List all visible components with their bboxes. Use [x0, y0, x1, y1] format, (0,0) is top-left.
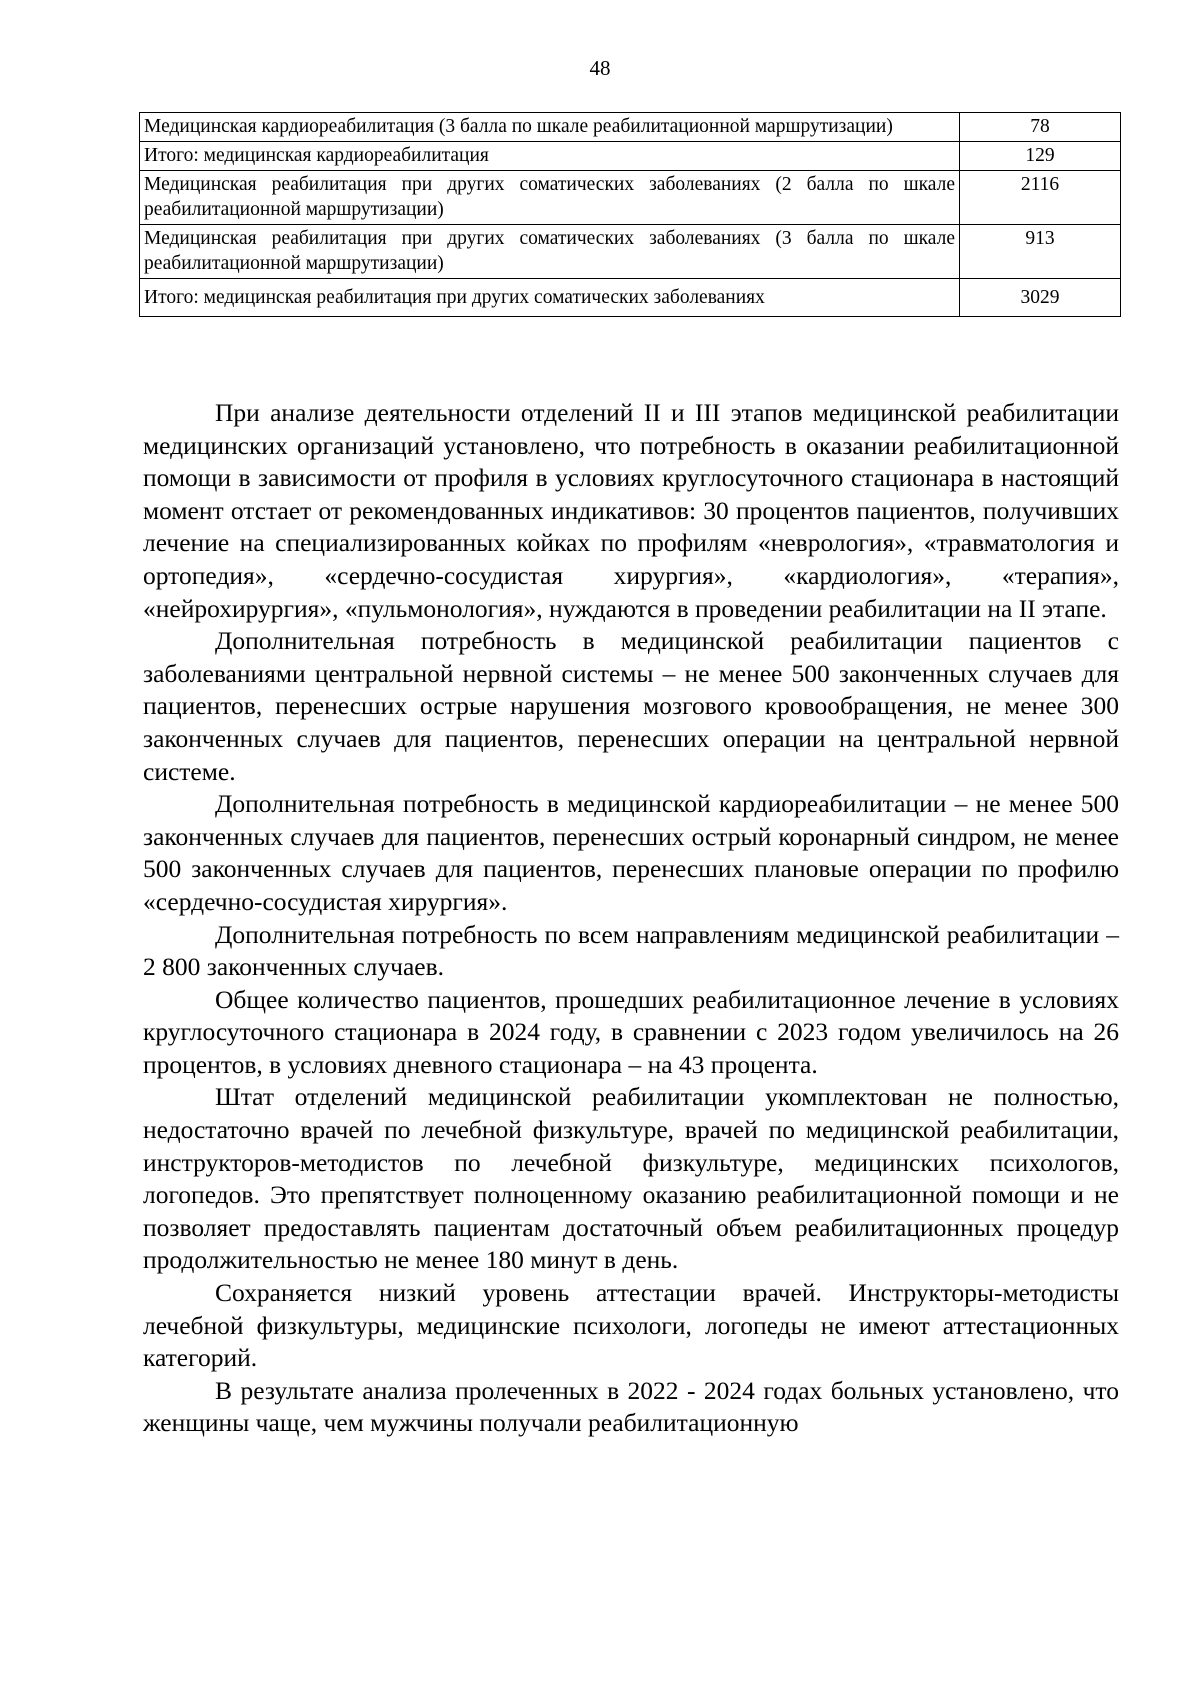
table-cell-value: 913: [960, 225, 1121, 279]
summary-table: [139, 112, 1121, 317]
paragraph: Общее количество пациентов, прошедших реабилитационное лечение в условиях круглосуточного стационара в 2024 году, в сравнении с 2023 годом увеличилось на 26 процентов, в условиях дневного стационара – на 43 процента.: [143, 984, 1119, 1079]
paragraph: Дополнительная потребность в медицинской кардиореабилитации – не менее 500 законченных случаев для пациентов, перенесших острый коронарный синдром, не менее 500 законченных случаев для пациентов, перенесших плановые операции по профилю «сердечно-сосудистая хирургия».: [143, 789, 1119, 916]
body-text: [143, 397, 1119, 1440]
paragraph: Дополнительная потребность в медицинской реабилитации пациентов с заболеваниями центральной нервной системы – не менее 500 законченных случаев для пациентов, перенесших острые нарушения мозгового кровообращения, не менее 300 законченных случаев для пациентов, перенесших операции на центральной нервной системе.: [143, 626, 1119, 786]
table-cell-value: 78: [960, 113, 1121, 142]
paragraph: Дополнительная потребность по всем направлениям медицинской реабилитации – 2 800 законченных случаев.: [143, 919, 1119, 982]
paragraph: Штат отделений медицинской реабилитации укомплектован не полностью, недостаточно врачей по лечебной физкультуре, врачей по медицинской реабилитации, инструкторов-методистов по лечебной физкультуре, медицинских психологов, логопедов. Это препятствует полноценному оказанию реабилитационной помощи и не позволяет предоставлять пациентам достаточный объем реабилитационных процедур продолжительностью не менее 180 минут в день.: [143, 1082, 1119, 1275]
table-row: [140, 279, 1121, 317]
table-cell-name: Итого: медицинская кардиореабилитация: [140, 142, 960, 171]
table-row: [140, 113, 1121, 142]
table-row: [140, 225, 1121, 279]
page-number: 48: [589, 56, 611, 80]
table-cell-name: Медицинская реабилитация при других соматических заболеваниях (3 балла по шкале реабилитационной маршрутизации): [140, 225, 960, 279]
table-cell-name: Медицинская кардиореабилитация (3 балла по шкале реабилитационной маршрутизации): [140, 113, 960, 142]
table-cell-value: 129: [960, 142, 1121, 171]
table-cell-name: Итого: медицинская реабилитация при других соматических заболеваниях: [140, 279, 960, 317]
table-cell-value: 2116: [960, 171, 1121, 225]
paragraph: При анализе деятельности отделений II и III этапов медицинской реабилитации медицинских организаций установлено, что потребность в оказании реабилитационной помощи в зависимости от профиля в условиях круглосуточного стационара в настоящий момент отстает от рекомендованных индикативов: 30 процентов пациентов, получивших лечение на специализированных койках по профилям «неврология», «травматология и ортопедия», «сердечно-сосудистая хирургия», «кардиология», «терапия», «нейрохирургия», «пульмонология», нуждаются в проведении реабилитации на II этапе.: [143, 398, 1119, 623]
paragraph: Сохраняется низкий уровень аттестации врачей. Инструкторы-методисты лечебной физкультуры, медицинские психологи, логопеды не имеют аттестационных категорий.: [143, 1278, 1119, 1373]
table-cell-value: 3029: [960, 279, 1121, 317]
table-row: [140, 171, 1121, 225]
table-row: [140, 142, 1121, 171]
table-cell-name: Медицинская реабилитация при других соматических заболеваниях (2 балла по шкале реабилитационной маршрутизации): [140, 171, 960, 225]
paragraph: В результате анализа пролеченных в 2022 - 2024 годах больных установлено, что женщины чаще, чем мужчины получали реабилитационную: [143, 1375, 1119, 1438]
